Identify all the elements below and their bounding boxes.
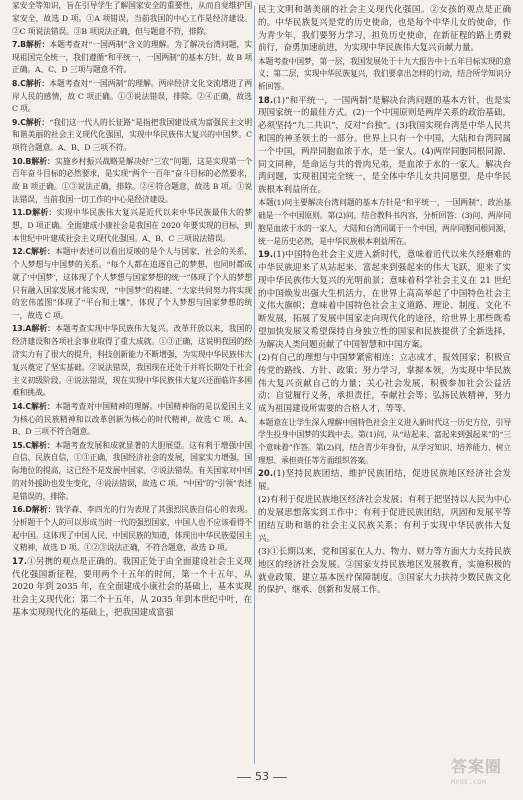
page-footer	[0, 757, 523, 790]
analysis-tag: 解析：	[30, 440, 55, 450]
paragraph-text: (2)有利于促进民族地区经济社会发展；有利于把坚持以人民为中心的发展思想落实到工作中；有利于促进民族团结，巩固和发展平等团结互助和谐的社会主义民族关系；有利于实现中华民族伟大复兴。	[258, 495, 511, 544]
paragraph-text: (2)有自己的理想与中国梦紧密相连：立志成才，报效国家；积极宣传党的路线、方针、政策；努力学习，掌握本领，为实现中华民族伟大复兴贡献自己的力量；关心社会发展，积极参加社会公益活动；自觉履行义务，承担责任，奉献社会等；弘扬民族精神，努力成为祖国建设所需要的合格人才，等等。	[258, 353, 511, 415]
answer-paragraph	[258, 95, 511, 197]
watermark-text: 答案圈	[451, 757, 503, 776]
answer-paragraph	[258, 249, 511, 351]
paragraph-text: 本题考查实现中华民族伟大复兴。改革开放以来，我国的经济建设和各项社会事业取得了重大成就。①③正确，这说明我国的经济实力有了很大的提升，科技创新能力不断增强，为实现中华民族伟大复兴奠定了坚实基础。②说法错误，我国现在还处于并将长期处于社会主义初级阶段。④说法错误，现在实现中华民族伟大复兴还面临许多困难和挑战。	[12, 324, 252, 398]
paragraph-text: 本题考查发展和成就显著的大胆展望。这有利于增强中国自信、民族自信，①③正确，我国经济社会的发展，国家实力增强，国际地位的提高，这已经不是发展中国家，②说法错误。有关国家对中国的对外援助也发生变化，④说法错误，故选 C 项。“中国”的“引领”表述是错误的，排除。	[12, 440, 252, 501]
analysis-tag: 解析：	[31, 324, 56, 334]
paragraph-text: 民主文明和谐美丽的社会主义现代化强国。②女孩的观点是正确的。中华民族复兴是党的历史使命，也是每个中华儿女的使命，作为青少年，我们要努力学习，担负历史使命，在新征程的路上勇毅前行，奋勇加速前进，为实现中华民族伟大复兴贡献力量。	[258, 5, 511, 54]
analysis-tag: 解析：	[31, 505, 56, 515]
paragraph-text: 本题考查对中国精神的理解。中国精神指的是以爱国主义为核心的民族精神和以改革创新为核心的时代精神，故选 C 项。A、B、D 三项不符合题意。	[12, 401, 252, 437]
question-number: 12.C	[12, 247, 31, 257]
question-number: 8.C	[12, 78, 26, 88]
answer-paragraph	[12, 39, 252, 77]
paragraph-text: 钱学森、李四光的行为表现了其强烈民族自信心的表现。分析题干个人的可以形成当时一代的强烈国家，中国人也不应该看得不起中国。这体现了中国人民、中国民族的知道，体现出中华民族爱国主义精神，故选 D 项。①②③说法正确，不符合题意，故选 D 项。	[12, 505, 252, 553]
analysis-tag: 解析：	[31, 156, 56, 166]
paragraph-text: “我们这一代人的长征路”是指把我国建设成为富强民主文明和谐美丽的社会主义现代化强国，实现中华民族伟大复兴的中国梦。C 项符合题意。A、B、D 三项不符。	[12, 117, 252, 153]
answer-paragraph	[12, 504, 252, 555]
paragraph-text: 本题考查对“一国两制”含义的理解。为了解决台湾问题，实现祖国完全统一，我们遵循“和平统一，一国两制”的基本方针，故 B 项正确。A、C、D 三项与题意不符。	[12, 39, 252, 75]
answer-paragraph	[12, 556, 252, 620]
paragraph-text: 本题考查对“一国两制”的理解。两岸经济文化交流增进了两岸人民的感情，故 C 项正确。①③说法错误，排除。②④正确，故选 C 项。	[12, 78, 252, 114]
answer-paragraph	[12, 0, 252, 38]
analysis-tag: 解析：	[25, 117, 50, 127]
answer-paragraph	[258, 197, 511, 248]
answer-paragraph	[258, 468, 511, 494]
question-number: 11.D	[12, 208, 32, 218]
paragraph-text: 本题(1)问主要解决台湾问题的基本方针是“和平统一，一国两制”，政治基础是一个中国原则。第(2)问，结合教科书内容，分析回答：(3)问、两岸同胞是血浓于水的一家人，大陆和台湾同属于一个中国，两岸同胞同根同源，统一是历史必然，是中华民族根本利益所在。	[258, 198, 511, 246]
question-number: 17.	[12, 556, 28, 567]
paragraph-text: 家安全等知识，旨在引导学生了解国家安全的重要性，从而自觉维护国家安全，故选 D 项。①A 项错误，当前我国的中心工作是经济建设。②C 项说法错误。③B 项说法正确，但与题意不符，排除。	[12, 1, 252, 36]
paragraph-text: (1)坚持民族团结，维护民族团结，促进民族地区经济社会发展。	[258, 469, 511, 492]
question-number: 16.D	[12, 505, 32, 515]
answer-paragraph	[12, 156, 252, 207]
answer-paragraph	[258, 546, 511, 597]
paragraph-text: 实施乡村振兴战略是解决好“三农”问题，这是实现第一个百年奋斗目标的必然要求，是实现“两个一百年”奋斗目标的必然要求，故 B 项正确。①③说法正确，排除。②④符合题意，故选 B 项。①说法错误，当前我国一切工作的中心是经济建设。	[12, 156, 252, 204]
answer-paragraph	[12, 246, 252, 323]
analysis-tag: 解析：	[30, 247, 55, 257]
answer-paragraph	[12, 78, 252, 116]
question-number: 10.B	[12, 156, 32, 166]
paragraph-text: 本题意在让学生深入理解中国特色社会主义进入新时代这一历史方位，引导学生投身中国梦的实践中去。第(1)问，从“站起来、富起来到强起来”的“三个意味着”作答。第(2)问，结合青少年身份，从学习知识、培养能力、树立理想、承担责任等方面组织答案。	[258, 417, 511, 465]
analysis-tag: 解析：	[25, 78, 50, 88]
answer-paragraph	[12, 440, 252, 504]
answer-paragraph	[258, 56, 511, 94]
answer-paragraph	[258, 352, 511, 416]
analysis-tag: 解析：	[31, 208, 57, 218]
analysis-tag: 解析：	[30, 401, 55, 411]
watermark-url: MXQE.COM	[451, 778, 487, 786]
analysis-tag: 解析：	[25, 39, 50, 49]
left-column	[12, 0, 252, 620]
question-number: 18.	[258, 95, 274, 106]
answer-paragraph	[12, 207, 252, 245]
question-number: 7.B	[12, 39, 26, 49]
paragraph-text: (1)“和平统一，一国两制”是解决台湾问题的基本方针，也是实现国家统一的最佳方式。(2)一个中国原则是两岸关系的政治基础，必须坚持“九二共识”，反对“台独”。(3)我国实现台湾是中华人民共和国的神圣领土的一部分。世界上只有一个中国，大陆和台湾同属一个中国，两岸同胞血浓于水，是一家人。(4)两岸同胞同根同源、同文同种，是命运与共的骨肉兄弟，是血浓于水的一家人。解决台湾问题，实现祖国完全统一，是全体中华儿女共同愿望，是中华民族根本利益所在。	[258, 95, 511, 196]
question-number: 9.C	[12, 117, 26, 127]
question-number: 15.C	[12, 440, 31, 450]
paragraph-text: 实现中华民族伟大复兴是近代以来中华民族最伟大的梦想，D 项正确。全面建成小康社会是我国在 2020 年要实现的目标，到本世纪中叶建成社会主义现代化强国。A、B、C 三项说法错误。	[12, 208, 252, 243]
question-number: 19.	[258, 250, 274, 261]
answer-paragraph	[258, 4, 511, 55]
page-number: 53	[230, 770, 294, 783]
paragraph-text: ①另携的观点是正确的。我国正处于由全面建设社会主义现代化强国新征程，要用两个十五年的时间，第一个十五年，从 2020 年到 2035 年，在全面建成小康社会的基础上，基本实现社会主义现代化；第二个十五年，从 2035 年到本世纪中叶，在基本实现现代化的基础上，把我国建成富强	[12, 556, 252, 618]
question-number: 14.C	[12, 401, 31, 411]
column-divider	[254, 6, 255, 764]
answer-paragraph	[258, 417, 511, 468]
answer-paragraph	[12, 117, 252, 155]
paragraph-text: (3)①长期以来，党和国家在人力、物力、财力等方面大力支持民族地区的经济社会发展。②国家支持民族地区发展教育，实施积极的就业政策，建立基本医疗保障制度。③国家大力扶持少数民族文化的保护、继承、创新和发展工作。	[258, 546, 511, 596]
question-number: 20.	[258, 469, 274, 480]
question-number: 13.A	[12, 324, 32, 334]
paragraph-text: 本题考查中国梦，第一层，我国发展处于十九大报告中十五年目标实现的意义；第二层，实现中华民族复兴，我们要拿出怎样的行动，结合所学知识分析回答。	[258, 56, 511, 92]
right-column	[258, 4, 511, 597]
answer-paragraph	[258, 494, 511, 545]
answer-paragraph	[12, 401, 252, 439]
paragraph-text: 本题中表述可以看出反映的是个人与国家、社会的关系，个人梦想与中国梦的关系。“每个人都在追逐自己的梦想，也同时都成就了‘中国梦’，这体现了个人梦想与国家梦想的统一”体现了个人的梦想只有融入国家发展才能实现，“中国梦”的构建、“大家共同努力将实现的宏伟蓝图”体现了“平台和土壤”，体现了个人梦想与国家梦想的统一，故选 C 项。	[12, 247, 252, 321]
watermark-logo	[451, 754, 517, 792]
answer-paragraph	[12, 323, 252, 400]
paragraph-text: (1)中国特色社会主义进入新时代，意味着近代以来久经磨难的中华民族迎来了从站起来、富起来到强起来的伟大飞跃，迎来了实现中华民族伟大复兴的光明前景；意味着科学社会主义在 21 世纪的中国焕发出强大生机活力，在世界上高高举起了中国特色社会主义伟大旗帜；意味着中国特色社会主义道路、理论、制度、文化不断发展，拓展了发展中国家走向现代化的途径，给世界上那些既希望加快发展又希望保持自身独立性的国家和民族提供了全新选择，为解决人类问题贡献了中国智慧和中国方案。	[258, 250, 511, 350]
